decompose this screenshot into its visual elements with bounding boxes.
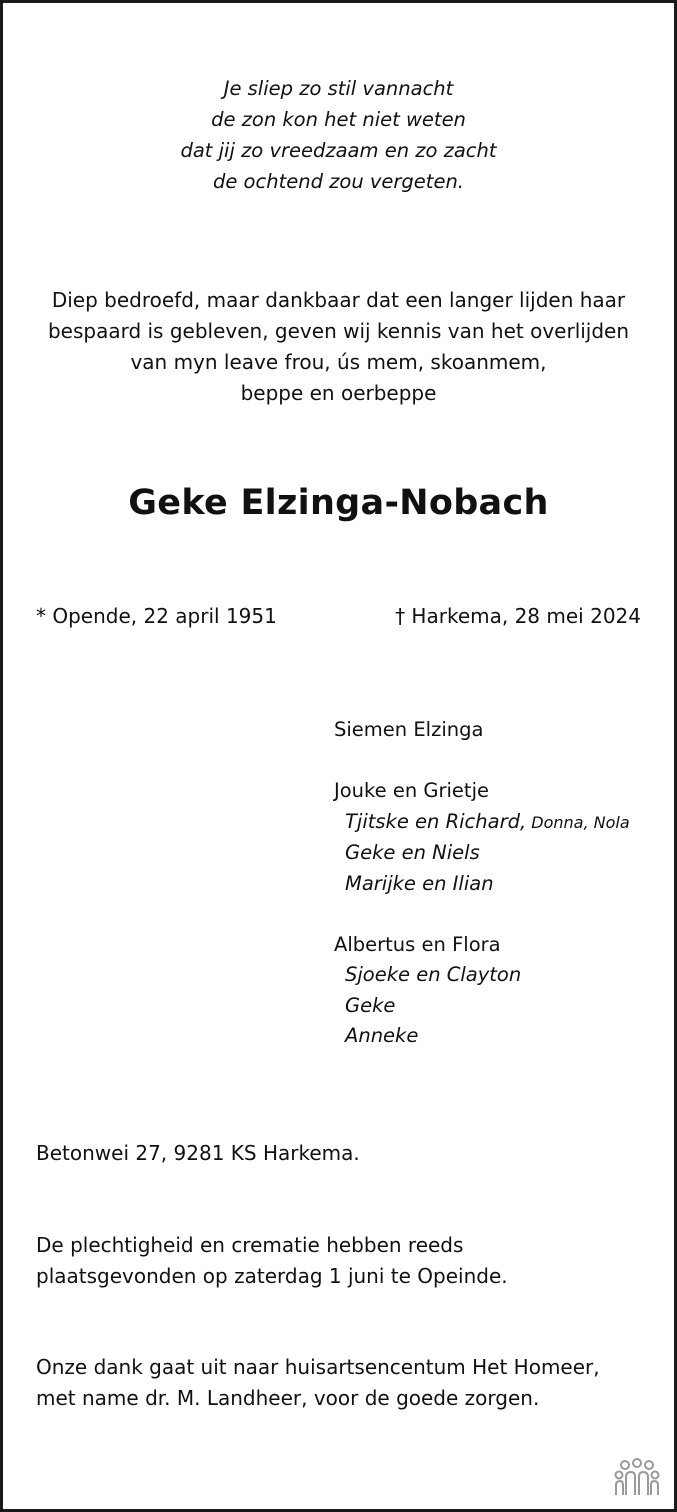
child-couple: Geke en Niels <box>345 841 480 864</box>
family-child <box>334 869 630 900</box>
family-child <box>334 838 630 869</box>
poem <box>3 73 674 197</box>
poem-line: dat jij zo vreedzaam en zo zacht <box>180 139 497 162</box>
poem-line: de zon kon het niet weten <box>211 108 466 131</box>
birth-date: * Opende, 22 april 1951 <box>36 604 277 628</box>
family-child <box>334 960 630 991</box>
child-couple: Marijke en Ilian <box>345 871 494 895</box>
people-group-icon <box>612 1457 662 1497</box>
child-couple: Geke <box>345 993 396 1017</box>
deceased-name: Geke Elzinga-Nobach <box>128 483 549 523</box>
home-address: Betonwei 27, 9281 KS Harkema. <box>36 1141 360 1165</box>
ceremony-note <box>36 1230 508 1292</box>
announcement-line: Diep bedroefd, maar dankbaar dat een langer lijden haar <box>51 288 626 312</box>
announcement-line: bespaard is gebleven, geven wij kennis van het overlijden <box>47 319 630 343</box>
spouse-name: Siemen Elzinga <box>334 718 484 741</box>
family-child <box>334 991 630 1022</box>
family-child <box>334 1021 630 1052</box>
family-parents: Jouke en Grietje <box>334 779 489 802</box>
announcement-line: van myn leave frou, ús mem, skoanmem, <box>130 350 547 374</box>
thanks-note <box>36 1352 600 1414</box>
child-couple: Anneke <box>345 1024 419 1047</box>
thanks-line: met name dr. M. Landheer, voor de goede zorgen. <box>36 1386 540 1410</box>
ceremony-line: De plechtigheid en crematie hebben reeds <box>36 1233 464 1257</box>
death-date: † Harkema, 28 mei 2024 <box>395 604 641 628</box>
child-couple: Tjitske en Richard, <box>345 809 527 833</box>
child-couple: Sjoeke en Clayton <box>345 963 522 986</box>
ceremony-line: plaatsgevonden op zaterdag 1 juni te Opeinde. <box>36 1264 508 1288</box>
thanks-line: Onze dank gaat uit naar huisartsencentum Het Homeer, <box>36 1355 600 1379</box>
announcement-line: beppe en oerbeppe <box>240 381 437 405</box>
poem-line: Je sliep zo stil vannacht <box>223 77 454 100</box>
announcement-text <box>23 285 654 409</box>
grandchildren: Donna, Nola <box>526 812 630 832</box>
poem-line: de ochtend zou vergeten. <box>212 170 464 193</box>
family-child <box>334 807 630 839</box>
family-parents: Albertus en Flora <box>334 932 501 956</box>
family-list <box>334 715 630 1052</box>
